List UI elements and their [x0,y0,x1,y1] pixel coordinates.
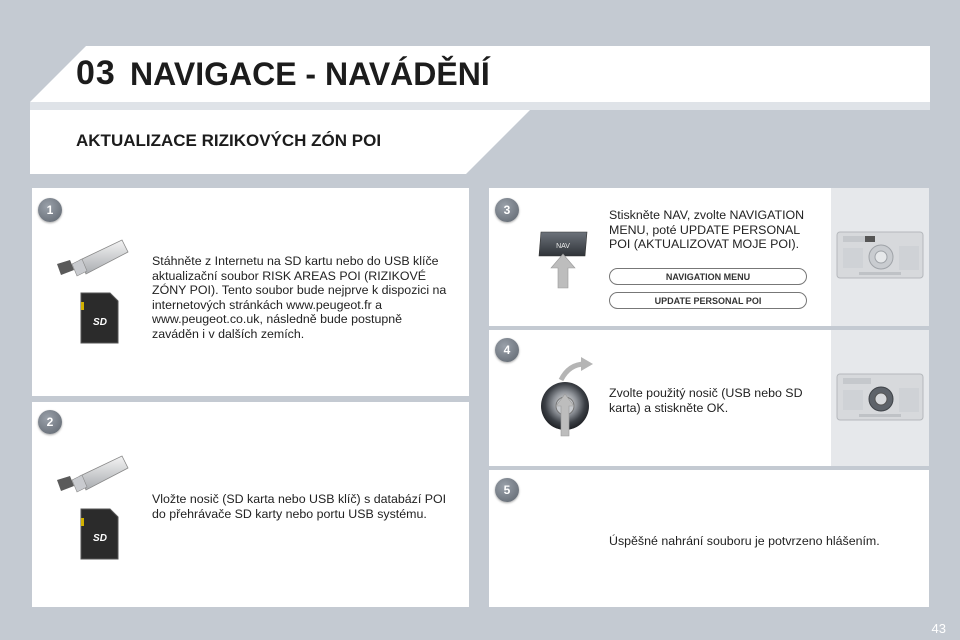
radio-panel-image [831,188,929,326]
rotary-knob-icon [537,356,603,442]
update-personal-poi-button[interactable]: UPDATE PERSONAL POI [609,292,807,309]
radio-panel-image [831,330,929,466]
nav-button-press-icon [535,228,593,290]
sd-card-icon [80,508,120,560]
radio-unit-icon [831,188,929,326]
step-3-panel [489,188,929,326]
step-1-badge: 1 [38,198,62,222]
usb-stick-icon [52,230,132,290]
navigation-menu-button[interactable]: NAVIGATION MENU [609,268,807,285]
step-4-text: Zvolte použitý nosič (USB nebo SD karta) a stiskněte OK. [609,386,803,415]
page-number: 43 [931,621,946,636]
step-5-panel [489,470,929,607]
section-title: AKTUALIZACE RIZIKOVÝCH ZÓN POI [76,131,382,150]
header-divider [30,102,930,110]
svg-text:SD: SD [93,317,107,328]
step-1-text: Stáhněte z Internetu na SD kartu nebo do USB klíče aktualizační soubor RISK AREAS POI (RIZIKOVÉ ZÓNY POI). Tento soubor bude nejprve k dispozici na internetových stránkách www.peugeot.fr a www.peugeot.co.uk, následně bude postupně zaváděn i v dalších zemích. [152,254,447,341]
step-2-panel [32,402,469,607]
step-5-badge: 5 [495,478,519,502]
step-4-badge: 4 [495,338,519,362]
step-1-panel [32,188,469,396]
sd-card-icon [80,292,120,344]
section-header-cut [466,110,530,174]
usb-stick-icon [52,446,132,506]
radio-unit-icon [831,330,929,466]
step-3-badge: 3 [495,198,519,222]
step-2-text: Vložte nosič (SD karta nebo USB klíč) s databází POI do přehrávače SD karty nebo portu USB systému. [152,492,447,521]
step-5-text: Úspěšné nahrání souboru je potvrzeno hlášením. [609,534,880,548]
chapter-number: 03 [76,54,116,92]
step-4-panel [489,330,929,466]
svg-text:NAV: NAV [556,243,570,250]
step-3-text: Stiskněte NAV, zvolte NAVIGATION MENU, poté UPDATE PERSONAL POI (AKTUALIZOVAT MOJE POI). [609,208,805,251]
step-2-badge: 2 [38,410,62,434]
svg-text:SD: SD [93,533,107,544]
chapter-title: NAVIGACE - NAVÁDĚNÍ [130,56,490,92]
